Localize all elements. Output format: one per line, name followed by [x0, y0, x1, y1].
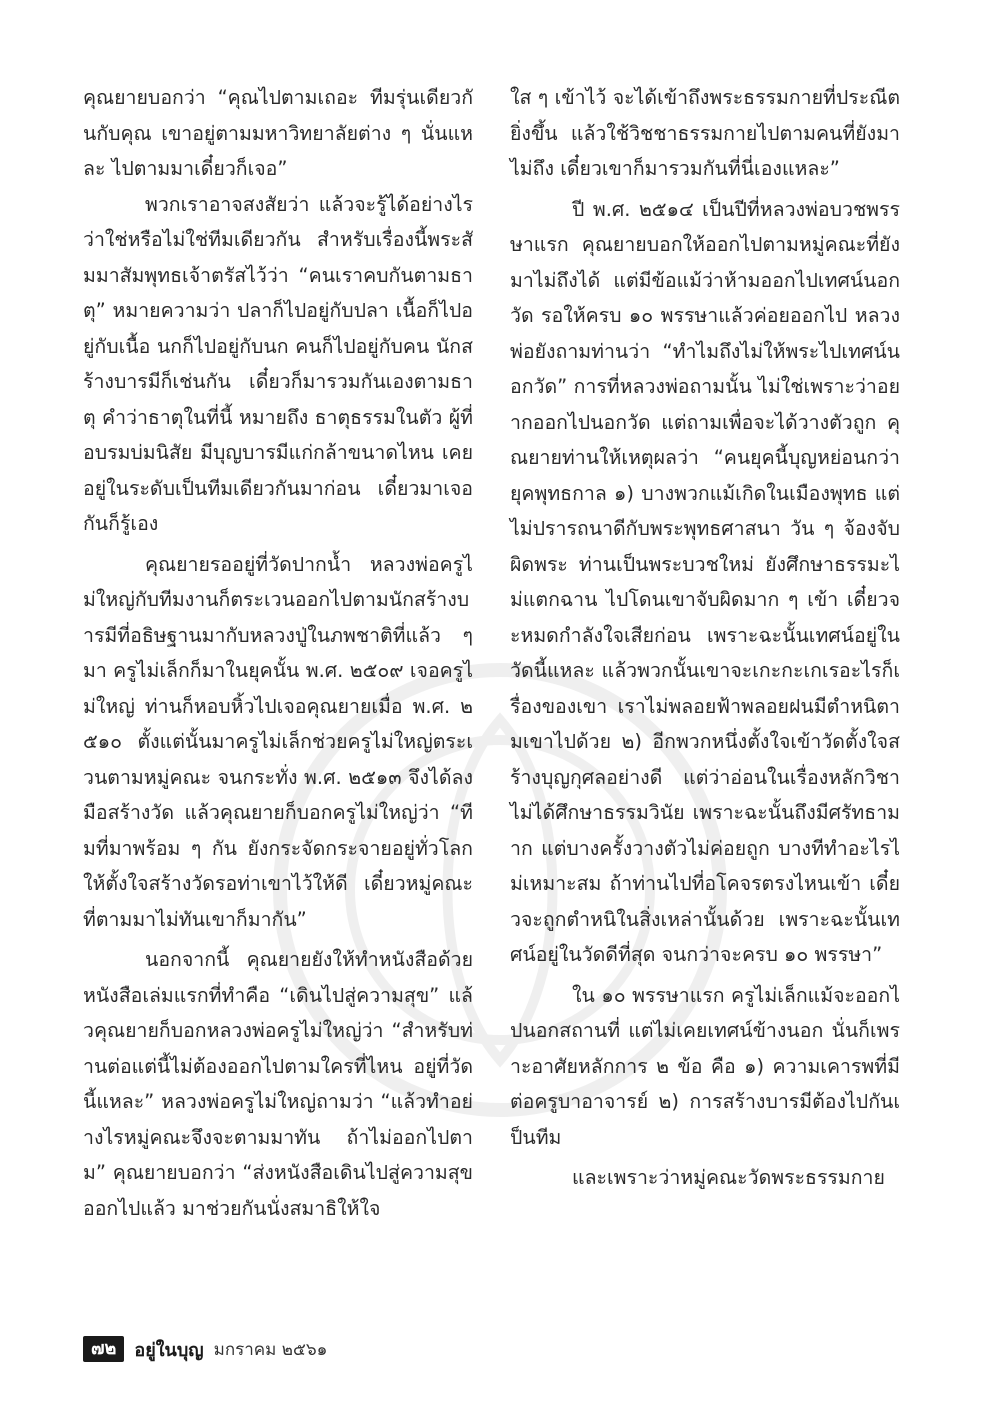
right-text-column	[510, 80, 900, 1196]
page-footer	[83, 1336, 327, 1362]
issue-date: มกราคม ๒๕๖๑	[213, 1339, 328, 1360]
paragraph: คุณยายบอกว่า “คุณไปตามเถอะ ทีมรุ่นเดียวกันกับคุณ เขาอยู่ตามมหาวิทยาลัยต่าง ๆ นั่นแหละ ไปตามมาเดี๋ยวก็เจอ”	[83, 86, 473, 180]
paragraph: และเพราะว่าหมู่คณะวัดพระธรรมกาย	[572, 1166, 885, 1189]
paragraph: ปี พ.ศ. ๒๕๑๔ เป็นปีที่หลวงพ่อบวชพรรษาแรก คุณยายบอกให้ออกไปตามหมู่คณะที่ยังมาไม่ถึงได้ แต่มีข้อแม้ว่าห้ามออกไปเทศน์นอกวัด รอให้ครบ ๑๐ พรรษาแล้วค่อยออกไป หลวงพ่อยังถามท่านว่า “ทำไมถึงไม่ให้พระไปเทศน์นอกวัด” การที่หลวงพ่อถามนั้น ไม่ใช่เพราะว่าอยากออกไปนอกวัด แต่ถามเพื่อจะได้วางตัวถูก คุณยายท่านให้เหตุผลว่า “คนยุคนี้บุญหย่อนกว่ายุคพุทธกาล ๑) บางพวกแม้เกิดในเมืองพุทธ แต่ไม่ปรารถนาดีกับพระพุทธศาสนา วัน ๆ จ้องจับผิดพระ ท่านเป็นพระบวชใหม่ ยังศึกษาธรรมะไม่แตกฉาน ไปโดนเขาจับผิดมาก ๆ เข้า เดี๋ยวจะหมดกำลังใจเสียก่อน เพราะฉะนั้นเทศน์อยู่ในวัดนี้แหละ แล้วพวกนั้นเขาจะเกะกะเกเรอะไรก็เรื่องของเขา เราไม่พลอยฟ้าพลอยฝนมีตำหนิตามเขาไปด้วย ๒) อีกพวกหนึ่งตั้งใจเข้าวัดตั้งใจสร้างบุญกุศลอย่างดี แต่ว่าอ่อนในเรื่องหลักวิชา ไม่ได้ศึกษาธรรมวินัย เพราะฉะนั้นถึงมีศรัทธามาก แต่บางครั้งวางตัวไม่ค่อยถูก บางทีทำอะไรไม่เหมาะสม ถ้าท่านไปที่อโคจรตรงไหนเข้า เดี๋ยวจะถูกตำหนิในสิ่งเหล่านั้นด้วย เพราะฉะนั้นเทศน์อยู่ในวัดดีที่สุด จนกว่าจะครบ ๑๐ พรรษา”	[510, 197, 900, 966]
magazine-name: อยู่ในบุญ	[134, 1339, 204, 1361]
page-number: ๗๒	[83, 1336, 124, 1362]
left-text-column	[83, 80, 473, 1226]
paragraph: นอกจากนี้ คุณยายยังให้ทำหนังสือด้วย หนังสือเล่มแรกที่ทำคือ “เดินไปสู่ความสุข” แล้วคุณยายก็บอกหลวงพ่อครูไม่ใหญ่ว่า “สำหรับท่านต่อแต่นี้ไม่ต้องออกไปตามใครที่ไหน อยู่ที่วัดนี้แหละ” หลวงพ่อครูไม่ใหญ่ถามว่า “แล้วทำอย่างไรหมู่คณะจึงจะตามมาทัน ถ้าไม่ออกไปตาม” คุณยายบอกว่า “ส่งหนังสือเดินไปสู่ความสุขออกไปแล้ว มาช่วยกันนั่งสมาธิให้ใจ	[83, 948, 473, 1220]
paragraph: พวกเราอาจสงสัยว่า แล้วจะรู้ได้อย่างไรว่าใช่หรือไม่ใช่ทีมเดียวกัน สำหรับเรื่องนี้พระสัมมาสัมพุทธเจ้าตรัสไว้ว่า “คนเราคบกันตามธาตุ” หมายความว่า ปลาก็ไปอยู่กับปลา เนื้อก็ไปอยู่กับเนื้อ นกก็ไปอยู่กับนก คนก็ไปอยู่กับคน นักสร้างบารมีก็เช่นกัน เดี๋ยวก็มารวมกันเองตามธาตุ คำว่าธาตุในที่นี้ หมายถึง ธาตุธรรมในตัว ผู้ที่อบรมบ่มนิสัย มีบุญบารมีแก่กล้าขนาดไหน เคยอยู่ในระดับเป็นทีมเดียวกันมาก่อน เดี๋ยวมาเจอกันก็รู้เอง	[83, 192, 473, 535]
paragraph: คุณยายรออยู่ที่วัดปากน้ำ หลวงพ่อครูไม่ใหญ่กับทีมงานก็ตระเวนออกไปตามนักสร้างบารมีที่อธิษฐานมากับหลวงปู่ในภพชาติที่แล้ว ๆ มา ครูไม่เล็กก็มาในยุคนั้น พ.ศ. ๒๕๐๙ เจอครูไม่ใหญ่ ท่านก็หอบหิ้วไปเจอคุณยายเมื่อ พ.ศ. ๒๕๑๐ ตั้งแต่นั้นมาครูไม่เล็กช่วยครูไม่ใหญ่ตระเวนตามหมู่คณะ จนกระทั่ง พ.ศ. ๒๕๑๓ จึงได้ลงมือสร้างวัด แล้วคุณยายก็บอกครูไม่ใหญ่ว่า “ทีมที่มาพร้อม ๆ กัน ยังกระจัดกระจายอยู่ทั่วโลก ให้ตั้งใจสร้างวัดรอท่าเขาไว้ให้ดี เดี๋ยวหมู่คณะที่ตามมาไม่ทันเขาก็มากัน”	[83, 552, 473, 931]
paragraph: ใน ๑๐ พรรษาแรก ครูไม่เล็กแม้จะออกไปนอกสถานที่ แต่ไม่เคยเทศน์ข้างนอก นั่นก็เพราะอาศัยหลักการ ๒ ข้อ คือ ๑) ความเคารพที่มีต่อครูบาอาจารย์ ๒) การสร้างบารมีต้องไปกันเป็นทีม	[510, 983, 900, 1149]
paragraph: ใส ๆ เข้าไว้ จะได้เข้าถึงพระธรรมกายที่ประณีตยิ่งขึ้น แล้วใช้วิชชาธรรมกายไปตามคนที่ยังมาไม่ถึง เดี๋ยวเขาก็มารวมกันที่นี่เองแหละ”	[510, 86, 900, 180]
